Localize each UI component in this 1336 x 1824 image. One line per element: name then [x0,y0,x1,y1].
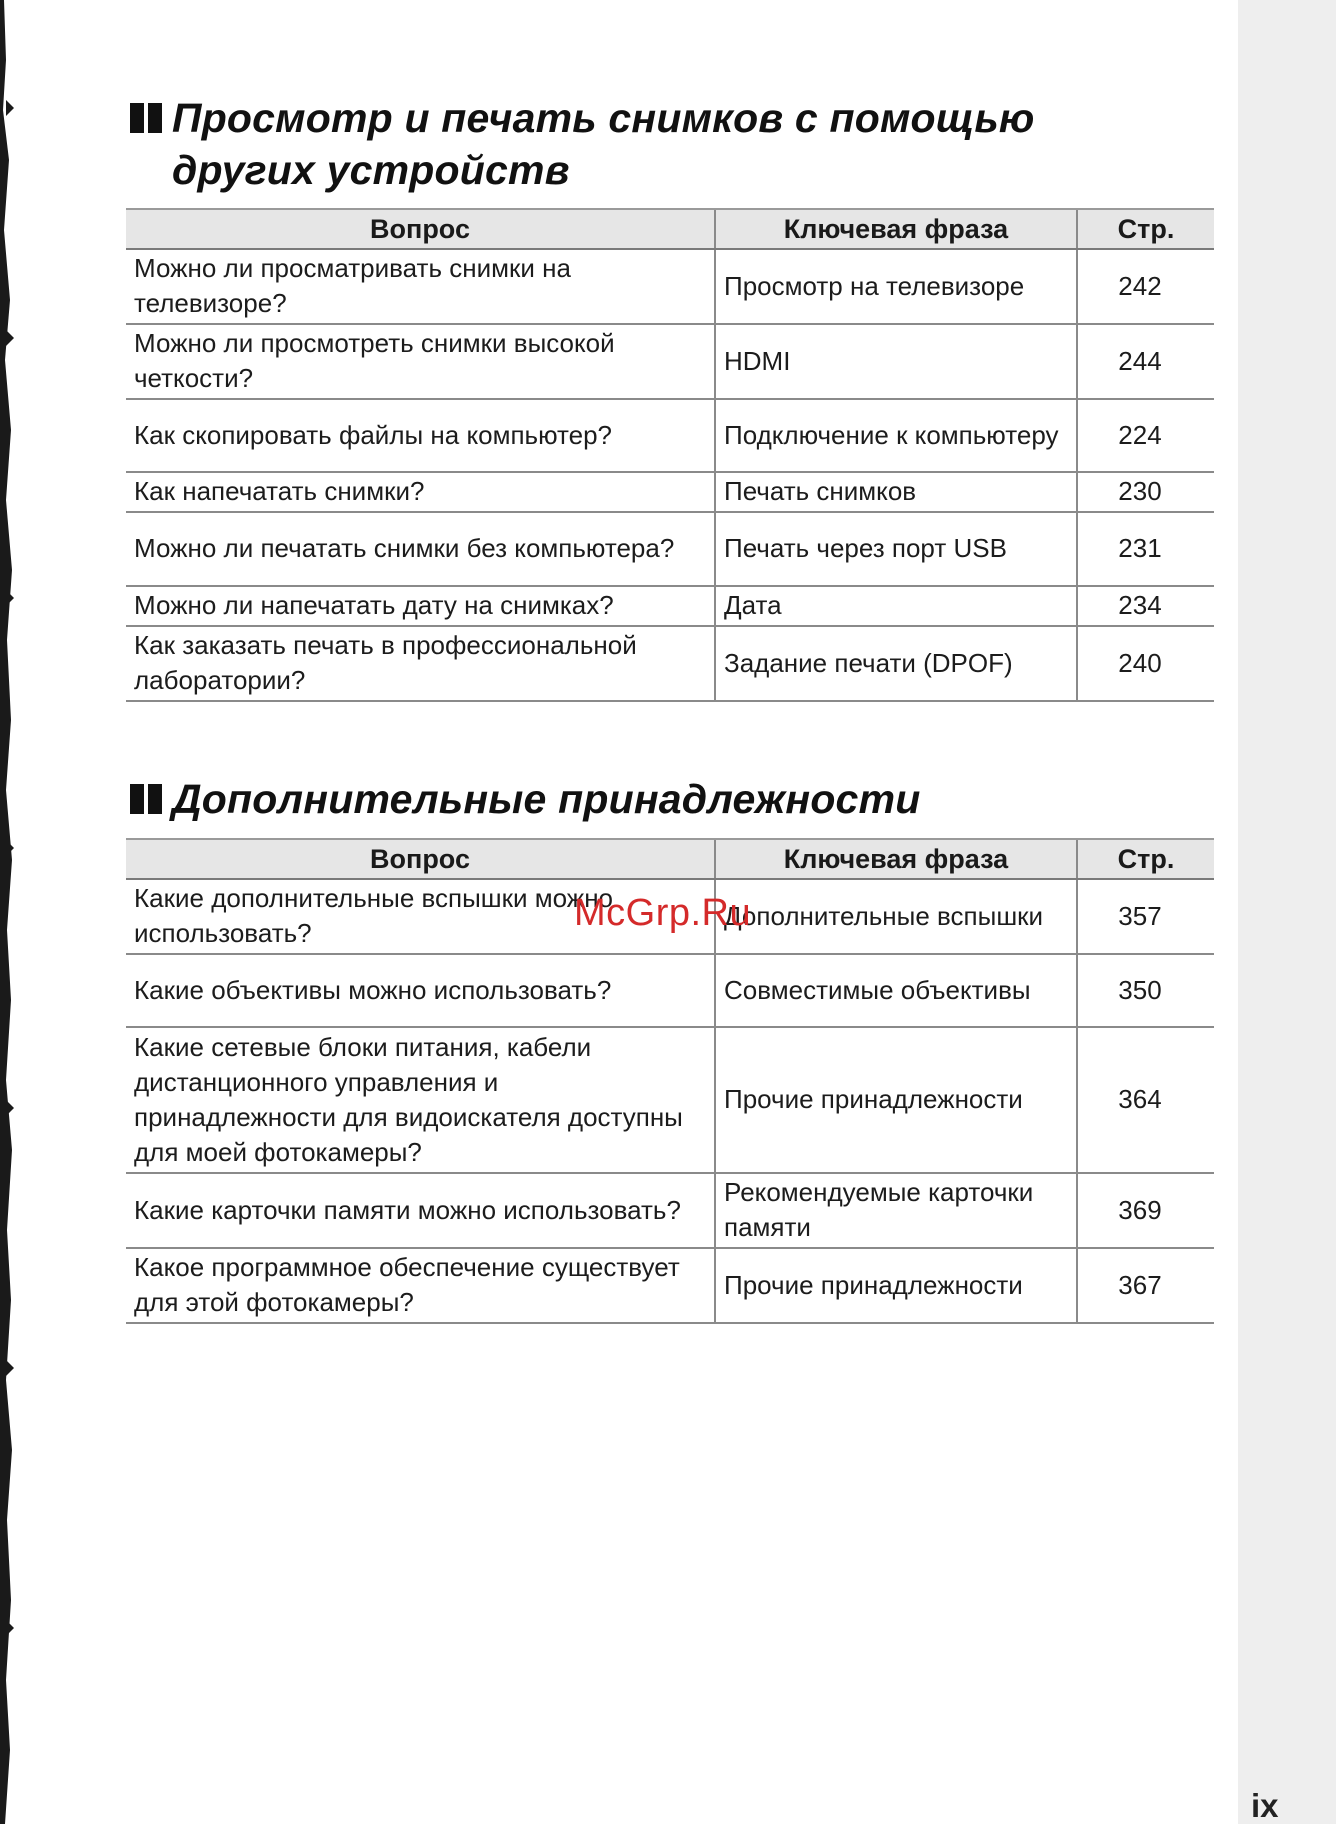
keyphrase-cell: Печать снимков [715,472,1077,512]
question-cell: Какие объективы можно использовать? [126,954,715,1027]
page-cell: 350 [1077,954,1214,1027]
keyphrase-cell: Дата [715,586,1077,626]
page-cell: 244 [1077,324,1214,399]
table-row [126,954,1214,1027]
table-row [126,626,1214,701]
page-cell: 234 [1077,586,1214,626]
table-row [126,249,1214,324]
section-marker-icon [130,103,164,133]
table-row [126,399,1214,472]
table-header-row [126,209,1214,249]
question-cell: Как скопировать файлы на компьютер? [126,399,715,472]
column-header-question: Вопрос [126,209,715,249]
page-cell: 224 [1077,399,1214,472]
question-cell: Как напечатать снимки? [126,472,715,512]
question-cell: Можно ли просматривать снимки на телевизоре? [126,249,715,324]
section-title-viewing-printing [130,92,1035,196]
page-number: ix [1251,1787,1279,1824]
page-cell: 357 [1077,879,1214,954]
page-margin-strip [1238,0,1336,1824]
keyphrase-cell: Рекомендуемые карточки памяти [715,1173,1077,1248]
keyphrase-cell: Прочие принадлежности [715,1248,1077,1323]
table-row [126,472,1214,512]
page-cell: 364 [1077,1027,1214,1173]
page-cell: 240 [1077,626,1214,701]
section-marker-icon [130,784,164,814]
question-cell: Можно ли печатать снимки без компьютера? [126,512,715,586]
table-row [126,512,1214,586]
keyphrase-cell: Прочие принадлежности [715,1027,1077,1173]
question-cell: Какие карточки памяти можно использовать? [126,1173,715,1248]
table-header-row [126,839,1214,879]
page-cell: 231 [1077,512,1214,586]
section-title-line: других устройств [172,147,570,193]
keyphrase-cell: Задание печати (DPOF) [715,626,1077,701]
column-header-question: Вопрос [126,839,715,879]
table-row [126,1248,1214,1323]
column-header-page: Стр. [1077,839,1214,879]
keyphrase-cell: Печать через порт USB [715,512,1077,586]
page-cell: 367 [1077,1248,1214,1323]
question-cell: Какое программное обеспечение существует для этой фотокамеры? [126,1248,715,1323]
keyphrase-cell: Просмотр на телевизоре [715,249,1077,324]
table-row [126,1027,1214,1173]
section-title-accessories [130,773,920,825]
column-header-keyphrase: Ключевая фраза [715,209,1077,249]
binding-edge-decoration [0,0,18,1824]
question-cell: Можно ли просмотреть снимки высокой четкости? [126,324,715,399]
question-cell: Можно ли напечатать дату на снимках? [126,586,715,626]
table-row [126,324,1214,399]
watermark-text: McGrp.Ru [574,892,752,934]
question-cell: Какие сетевые блоки питания, кабели дистанционного управления и принадлежности для видоискателя доступны для моей фотокамеры? [126,1027,715,1173]
keyphrase-cell: Подключение к компьютеру [715,399,1077,472]
column-header-keyphrase: Ключевая фраза [715,839,1077,879]
question-cell: Как заказать печать в профессиональной лаборатории? [126,626,715,701]
section-title-line: Просмотр и печать снимков с помощью [172,95,1035,141]
question-cell: Какие дополнительные вспышки можно использовать? [126,879,715,954]
section-title-line: Дополнительные принадлежности [172,776,921,822]
page-cell: 230 [1077,472,1214,512]
page-cell: 369 [1077,1173,1214,1248]
faq-table-viewing-printing [126,208,1214,702]
column-header-page: Стр. [1077,209,1214,249]
keyphrase-cell: HDMI [715,324,1077,399]
table-row [126,586,1214,626]
keyphrase-cell: Дополнительные вспышки [715,879,1077,954]
table-row [126,1173,1214,1248]
page-cell: 242 [1077,249,1214,324]
keyphrase-cell: Совместимые объективы [715,954,1077,1027]
